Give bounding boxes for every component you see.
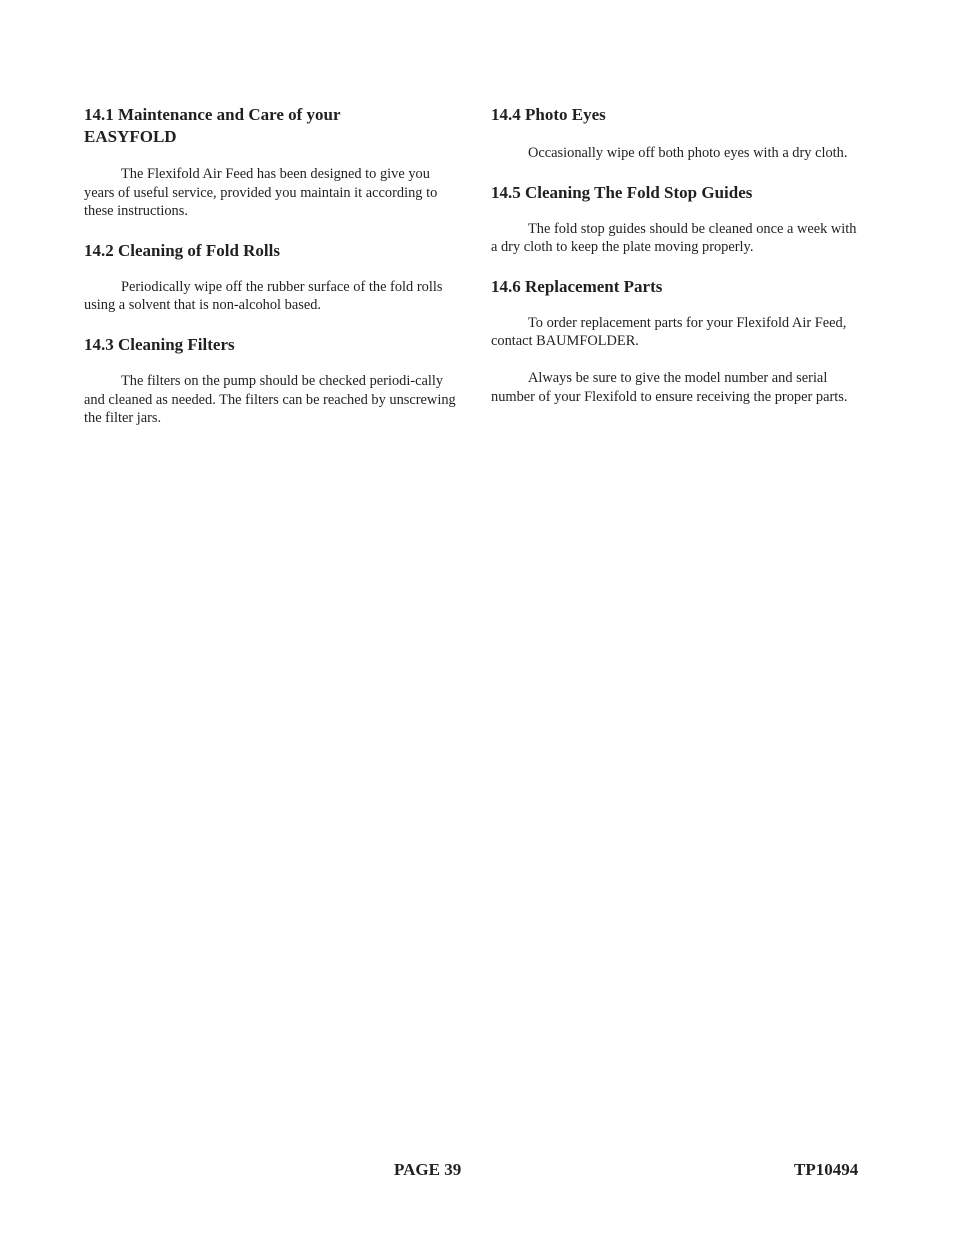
right-column [491, 104, 863, 406]
section-paragraph: Occasionally wipe off both photo eyes with a dry cloth. [528, 145, 848, 161]
left-column [84, 104, 462, 428]
heading-line: 14.1 Maintenance and Care of your [84, 105, 341, 124]
section-photo-eyes [491, 104, 863, 163]
section-paragraph: Always be sure to give the model number and serial number of your Flexifold to ensure receiving the proper parts. [491, 369, 848, 405]
page-number: PAGE 39 [394, 1160, 462, 1179]
section-replacement-parts [491, 276, 863, 406]
document-number: TP10494 [794, 1160, 859, 1179]
section-paragraph: The Flexifold Air Feed has been designed to give you years of useful service, provided you maintain it according to these instructions. [84, 166, 438, 220]
section-heading: 14.3 Cleaning Filters [84, 334, 235, 354]
section-heading [84, 104, 462, 148]
heading-line: EASYFOLD [84, 127, 177, 146]
section-paragraph: The filters on the pump should be checked periodi-cally and cleaned as needed. The filters can be reached by unscrewing the filter jars. [84, 372, 456, 427]
section-maintenance-care [84, 104, 462, 221]
section-filters [84, 334, 462, 428]
section-fold-stop-guides [491, 182, 863, 257]
section-fold-rolls [84, 240, 462, 315]
section-heading: 14.6 Replacement Parts [491, 276, 663, 296]
section-heading: 14.4 Photo Eyes [491, 105, 606, 124]
section-heading: 14.5 Cleaning The Fold Stop Guides [491, 182, 753, 202]
section-paragraph: The fold stop guides should be cleaned once a week with a dry cloth to keep the plate moving properly. [491, 220, 857, 256]
section-paragraph: To order replacement parts for your Flexifold Air Feed, contact BAUMFOLDER. [491, 314, 847, 350]
section-paragraph: Periodically wipe off the rubber surface of the fold rolls using a solvent that is non-alcohol based. [84, 278, 443, 314]
section-heading: 14.2 Cleaning of Fold Rolls [84, 240, 280, 260]
